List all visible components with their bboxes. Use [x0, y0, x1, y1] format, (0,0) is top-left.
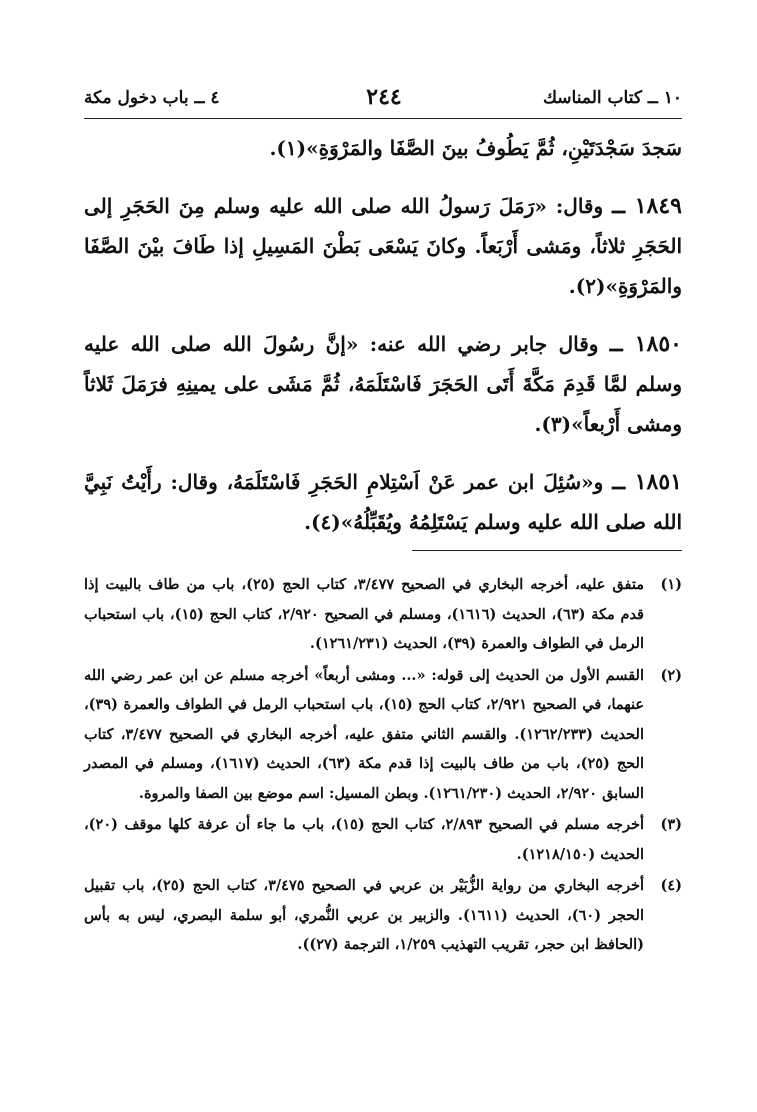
hadith-paragraph: [84, 462, 682, 542]
footnote: [84, 570, 682, 659]
hadith-number: ١٨٥٠ ــ: [609, 331, 682, 357]
hadith-paragraph: [84, 128, 682, 168]
footnote-marker: (٤): [660, 877, 682, 894]
hadith-paragraph: [84, 324, 682, 444]
main-text: [84, 128, 682, 560]
hadith-text: سَجدَ سَجْدَتَيْنِ، ثُمَّ يَطُوفُ بينَ الصَّفَا والمَرْوَةِ»(١).: [269, 136, 682, 160]
footnote-text: متفق عليه، أخرجه البخاري في الصحيح ٣/٤٧٧، كتاب الحج (٢٥)، باب من طاف بالبيت إذا قدم مكة (٦٣)، الحديث (١٦١٦)، ومسلم في الصحيح ٢/٩٢٠، كتاب الحج (١٥)، باب استحباب الرمل في الطواف والعمرة (٣٩)، الحديث (١٢٦١/٢٣١).: [84, 576, 644, 652]
footnote-text: أخرجه البخاري من رواية الزُّبَيْر بن عربي في الصحيح ٣/٤٧٥، كتاب الحج (٢٥)، باب تقبيل الحجر (٦٠)، الحديث (١٦١١). والزبير بن عربي النُّمري، أبو سلمة البصري، ليس به بأس (الحافظ ابن حجر، تقريب التهذيب ١/٢٥٩، الترجمة (٢٧)).: [84, 877, 644, 953]
page-header: [84, 84, 682, 114]
section-title: ٤ ــ باب دخول مكة: [84, 88, 220, 108]
footnote-marker: (١): [660, 576, 682, 593]
hadith-paragraph: [84, 186, 682, 306]
footnote-divider: [412, 550, 682, 551]
footnotes: [84, 570, 682, 962]
header-divider: [84, 118, 682, 119]
chapter-title: ١٠ ــ كتاب المناسك: [542, 88, 682, 108]
footnote-text: أخرجه مسلم في الصحيح ٢/٨٩٣، كتاب الحج (١٥)، باب ما جاء أن عرفة كلها موقف (٢٠)، الحديث (١٢١٨/١٥٠).: [84, 816, 644, 863]
footnote: [84, 661, 682, 809]
hadith-number: ١٨٤٩ ــ: [612, 193, 682, 219]
hadith-text: و«سُئِلَ ابن عمر عَنْ اَسْتِلامِ الحَجَرِ فَاسْتَلَمَهُ، وقال: رأَيْتُ نَبِيَّ الله صلى الله عليه وسلم يَسْتَلِمُهُ ويُقَبِّلُهُ»(٤).: [84, 470, 682, 534]
footnote-marker: (٢): [660, 666, 682, 684]
footnote-marker: (٣): [660, 816, 682, 833]
footnote: [84, 810, 682, 869]
footnote-text: القسم الأول من الحديث إلى قوله: «... ومشى أربعاً» أخرجه مسلم عن ابن عمر رضي الله عنهما، في الصحيح ٢/٩٢١، كتاب الحج (١٥)، باب استحباب الرمل في الطواف والعمرة (٣٩)، الحديث (١٢٦٢/٢٣٣). والقسم الثاني متفق عليه، أخرجه البخاري في الصحيح ٣/٤٧٧، كتاب الحج (٢٥)، باب من طاف بالبيت إذا قدم مكة (٦٣)، الحديث (١٦١٧)، ومسلم في المصدر السابق ٢/٩٢٠، الحديث (١٢٦١/٢٣٠). وبطن المسيل: اسم موضع بين الصفا والمروة.: [84, 666, 644, 802]
hadith-text: وقال: «رَمَلَ رَسولُ الله صلى الله عليه وسلم مِنَ الحَجَرِ إلى الحَجَرِ ثلاثاً، ومَشى أَرْبَعاً. وكانَ يَسْعَى بَطْنَ المَسِيلِ إذا طَافَ بيْنَ الصَّفَا والمَرْوَةِ»(٢).: [84, 194, 682, 298]
page-number: ٢٤٤: [366, 84, 402, 110]
hadith-text: وقال جابر رضي الله عنه: «إنَّ رسُولَ الله صلى الله عليه وسلم لمَّا قَدِمَ مَكَّةَ أَتَى الحَجَرَ فَاسْتَلَمَهُ، ثُمَّ مَشَى على يمينِهِ فرَمَلَ ثَلاثاً ومشى أَرْبعاً»(٣).: [84, 332, 682, 436]
hadith-number: ١٨٥١ ــ: [612, 469, 682, 495]
footnote: [84, 871, 682, 960]
